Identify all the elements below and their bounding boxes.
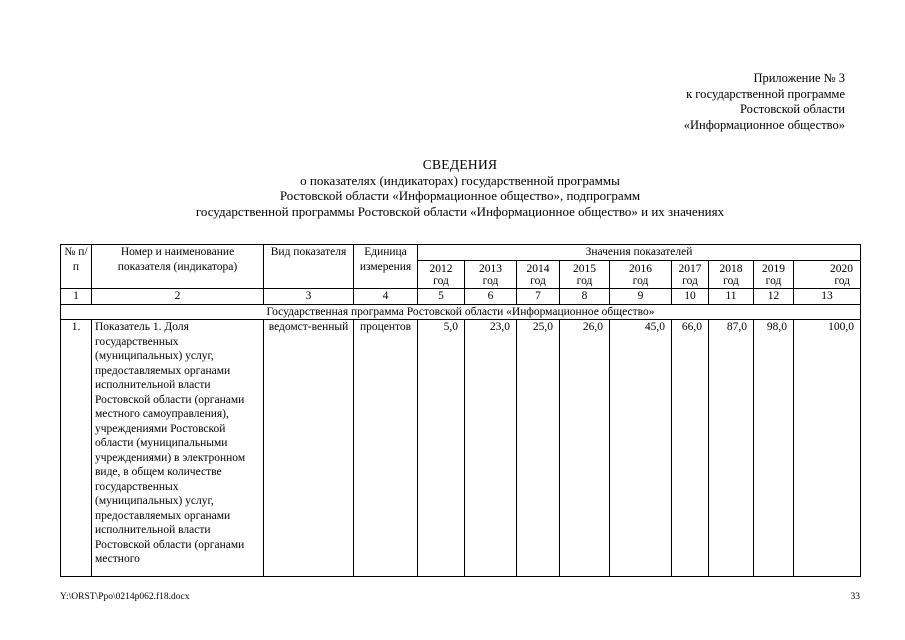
column-number: 3 xyxy=(264,289,354,305)
indicator-value: 100,0 xyxy=(794,320,861,577)
appendix-line-2: к государственной программе xyxy=(686,86,845,101)
header-year-unit: год xyxy=(465,276,517,289)
section-title: Государственная программа Ростовской области «Информационное общество» xyxy=(61,304,861,320)
column-number: 1 xyxy=(61,289,92,305)
header-year: 2020 xyxy=(794,260,861,276)
header-year-unit: год xyxy=(560,276,610,289)
indicator-value: 5,0 xyxy=(418,320,465,577)
column-number: 2 xyxy=(92,289,264,305)
table-row xyxy=(61,320,861,577)
header-year: 2016 xyxy=(610,260,672,276)
document-heading xyxy=(60,157,860,219)
heading-line-1: о показателях (индикаторах) государственной программы xyxy=(300,172,620,188)
column-number: 11 xyxy=(709,289,754,305)
heading-line-2: Ростовской области «Информационное общество», подпрограмм xyxy=(279,188,641,203)
appendix-line-3: Ростовской области xyxy=(740,102,845,116)
heading-line-3: государственной программы Ростовской области «Информационное общество» и их значениях xyxy=(195,203,725,219)
header-year: 2013 xyxy=(465,260,517,276)
indicator-value: 26,0 xyxy=(560,320,610,577)
header-year: 2019 xyxy=(754,260,794,276)
column-number: 9 xyxy=(610,289,672,305)
header-year-unit: год xyxy=(754,276,794,289)
indicator-name: Показатель 1. Доля государственных (муниципальных) услуг, предоставляемых органами исполнительной власти Ростовской области (органами местного самоуправления), учреждениями Ростовской области (муниципальными учреждениями) в электронном виде, в общем количестве государственных (муниципальных) услуг, предоставляемых органами исполнительной власти Ростовской области (органами местного xyxy=(92,320,264,577)
indicator-value: 66,0 xyxy=(672,320,709,577)
indicator-kind: ведомст-венный xyxy=(264,320,354,577)
document-title: СВЕДЕНИЯ xyxy=(422,157,498,172)
header-year-unit: год xyxy=(610,276,672,289)
header-values: Значения показателей xyxy=(418,245,861,261)
indicator-value: 25,0 xyxy=(517,320,560,577)
header-unit: Единица измерения xyxy=(354,245,418,289)
column-number: 4 xyxy=(354,289,418,305)
column-numbers-row xyxy=(61,289,861,305)
header-row-1 xyxy=(61,245,861,261)
footer-page-number: 33 xyxy=(850,592,860,602)
indicators-table xyxy=(60,244,861,577)
row-number: 1. xyxy=(61,320,92,577)
section-row xyxy=(61,304,861,320)
header-year: 2017 xyxy=(672,260,709,276)
appendix-header xyxy=(600,71,845,133)
header-year: 2015 xyxy=(560,260,610,276)
header-num: № п/п xyxy=(61,245,92,289)
indicator-value: 87,0 xyxy=(709,320,754,577)
footer-file-path: Y:\ORST\Ppo\0214p062.f18.docx xyxy=(60,592,190,602)
header-year-unit: год xyxy=(794,276,861,289)
header-year-unit: год xyxy=(672,276,709,289)
header-year-unit: год xyxy=(517,276,560,289)
header-year: 2012 xyxy=(418,260,465,276)
indicator-value: 45,0 xyxy=(610,320,672,577)
appendix-line-4: «Информационное общество» xyxy=(683,117,845,132)
appendix-line-1: Приложение № 3 xyxy=(753,71,845,85)
header-year-unit: год xyxy=(709,276,754,289)
header-year: 2018 xyxy=(709,260,754,276)
column-number: 7 xyxy=(517,289,560,305)
column-number: 10 xyxy=(672,289,709,305)
indicator-value: 23,0 xyxy=(465,320,517,577)
column-number: 6 xyxy=(465,289,517,305)
header-kind: Вид показателя xyxy=(264,245,354,289)
header-year: 2014 xyxy=(517,260,560,276)
header-name: Номер и наименование показателя (индикатора) xyxy=(92,245,264,289)
header-year-unit: год xyxy=(418,276,465,289)
indicator-unit: процентов xyxy=(354,320,418,577)
column-number: 8 xyxy=(560,289,610,305)
column-number: 12 xyxy=(754,289,794,305)
column-number: 5 xyxy=(418,289,465,305)
column-number: 13 xyxy=(794,289,861,305)
indicator-value: 98,0 xyxy=(754,320,794,577)
